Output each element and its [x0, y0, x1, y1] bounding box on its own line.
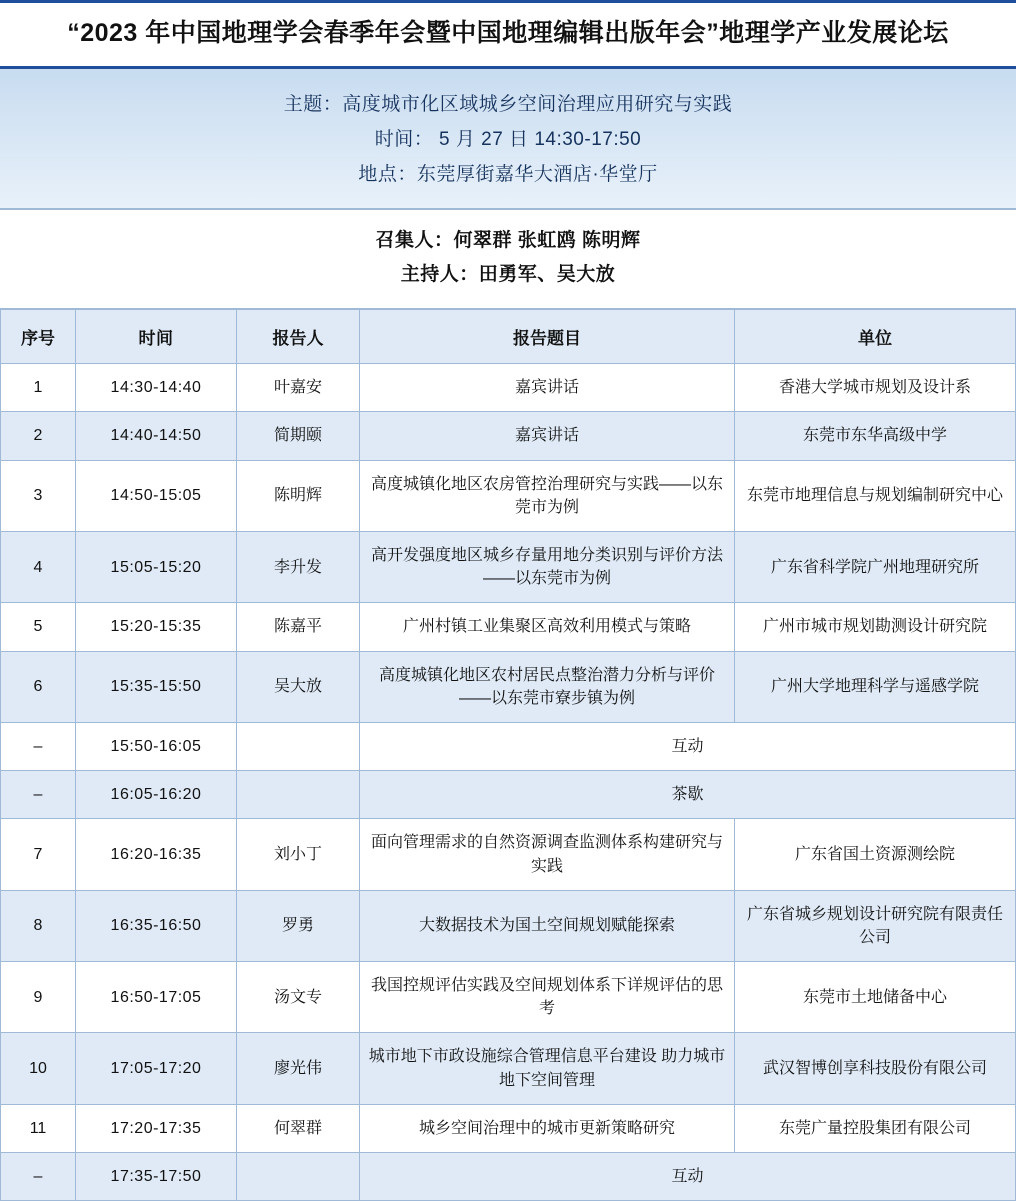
cell-time: 17:20-17:35	[76, 1104, 237, 1152]
cell-time: 15:50-16:05	[76, 722, 237, 770]
cell-time: 15:20-15:35	[76, 603, 237, 651]
cell-unit: 东莞市地理信息与规划编制研究中心	[735, 460, 1016, 531]
cell-title: 高度城镇化地区农房管控治理研究与实践——以东莞市为例	[360, 460, 735, 531]
cell-title: 互动	[360, 1153, 1016, 1201]
table-row	[1, 890, 1016, 961]
cell-no: 4	[1, 532, 76, 603]
cell-speaker: 吴大放	[237, 651, 360, 722]
cell-time: 16:35-16:50	[76, 890, 237, 961]
column-header-speaker: 报告人	[237, 310, 360, 364]
cell-unit: 广州大学地理科学与遥感学院	[735, 651, 1016, 722]
cell-speaker: 陈嘉平	[237, 603, 360, 651]
cell-time: 14:50-15:05	[76, 460, 237, 531]
column-header-time: 时间	[76, 310, 237, 364]
cell-speaker: 陈明辉	[237, 460, 360, 531]
event-info-block	[0, 69, 1016, 210]
cell-unit: 香港大学城市规划及设计系	[735, 364, 1016, 412]
cell-unit: 东莞市土地储备中心	[735, 962, 1016, 1033]
event-place: 地点：东莞厚街嘉华大酒店·华堂厅	[358, 163, 658, 185]
cell-time: 15:05-15:20	[76, 532, 237, 603]
cell-unit: 广州市城市规划勘测设计研究院	[735, 603, 1016, 651]
table-row	[1, 603, 1016, 651]
cell-no: 9	[1, 962, 76, 1033]
cell-title: 大数据技术为国土空间规划赋能探索	[360, 890, 735, 961]
table-row	[1, 651, 1016, 722]
cell-unit: 广东省科学院广州地理研究所	[735, 532, 1016, 603]
cell-title: 面向管理需求的自然资源调查监测体系构建研究与实践	[360, 819, 735, 890]
event-time: 时间： 5 月 27 日 14:30-17:50	[374, 128, 642, 150]
cell-no: 8	[1, 890, 76, 961]
cell-speaker: 何翠群	[237, 1104, 360, 1152]
cell-speaker: 刘小丁	[237, 819, 360, 890]
cell-speaker	[237, 771, 360, 819]
agenda-table-body	[1, 364, 1016, 1201]
cell-no: 11	[1, 1104, 76, 1152]
cell-no: 7	[1, 819, 76, 890]
cell-time: 14:30-14:40	[76, 364, 237, 412]
table-row	[1, 722, 1016, 770]
table-row	[1, 1033, 1016, 1104]
cell-speaker: 廖光伟	[237, 1033, 360, 1104]
page-title: “2023 年中国地理学会春季年会暨中国地理编辑出版年会”地理学产业发展论坛	[67, 19, 949, 47]
cell-time: 17:35-17:50	[76, 1153, 237, 1201]
cell-title: 我国控规评估实践及空间规划体系下详规评估的思考	[360, 962, 735, 1033]
table-row	[1, 771, 1016, 819]
cell-title: 高开发强度地区城乡存量用地分类识别与评价方法——以东莞市为例	[360, 532, 735, 603]
cell-speaker: 罗勇	[237, 890, 360, 961]
table-header-row	[1, 310, 1016, 364]
table-row	[1, 1153, 1016, 1201]
page-title-bar	[0, 0, 1016, 69]
cell-title: 嘉宾讲话	[360, 412, 735, 460]
cell-title: 广州村镇工业集聚区高效利用模式与策略	[360, 603, 735, 651]
cell-title: 城乡空间治理中的城市更新策略研究	[360, 1104, 735, 1152]
cell-no: 1	[1, 364, 76, 412]
table-row	[1, 532, 1016, 603]
cell-time: 16:05-16:20	[76, 771, 237, 819]
cell-title: 茶歇	[360, 771, 1016, 819]
cell-speaker: 汤文专	[237, 962, 360, 1033]
convener-block	[0, 210, 1016, 309]
cell-time: 14:40-14:50	[76, 412, 237, 460]
column-header-unit: 单位	[735, 310, 1016, 364]
cell-unit: 广东省城乡规划设计研究院有限责任公司	[735, 890, 1016, 961]
cell-speaker: 简期颐	[237, 412, 360, 460]
cell-title: 高度城镇化地区农村居民点整治潜力分析与评价——以东莞市寮步镇为例	[360, 651, 735, 722]
cell-no: 5	[1, 603, 76, 651]
cell-no: –	[1, 771, 76, 819]
host-line: 主持人：田勇军、吴大放	[400, 264, 616, 286]
cell-time: 16:50-17:05	[76, 962, 237, 1033]
column-header-no: 序号	[1, 310, 76, 364]
cell-speaker: 叶嘉安	[237, 364, 360, 412]
cell-no: 2	[1, 412, 76, 460]
cell-speaker	[237, 722, 360, 770]
table-row	[1, 412, 1016, 460]
cell-no: –	[1, 722, 76, 770]
convener-line: 召集人：何翠群 张虹鸥 陈明辉	[375, 229, 641, 251]
cell-no: 6	[1, 651, 76, 722]
cell-time: 16:20-16:35	[76, 819, 237, 890]
cell-time: 17:05-17:20	[76, 1033, 237, 1104]
table-row	[1, 819, 1016, 890]
cell-no: –	[1, 1153, 76, 1201]
table-row	[1, 1104, 1016, 1152]
cell-no: 10	[1, 1033, 76, 1104]
cell-unit: 广东省国土资源测绘院	[735, 819, 1016, 890]
table-row	[1, 364, 1016, 412]
cell-unit: 东莞市东华高级中学	[735, 412, 1016, 460]
cell-no: 3	[1, 460, 76, 531]
cell-title: 嘉宾讲话	[360, 364, 735, 412]
cell-title: 城市地下市政设施综合管理信息平台建设 助力城市地下空间管理	[360, 1033, 735, 1104]
event-theme: 主题：高度城市化区域城乡空间治理应用研究与实践	[283, 93, 733, 115]
cell-unit: 东莞广量控股集团有限公司	[735, 1104, 1016, 1152]
cell-speaker	[237, 1153, 360, 1201]
agenda-table	[0, 309, 1016, 1201]
table-row	[1, 460, 1016, 531]
table-row	[1, 962, 1016, 1033]
cell-time: 15:35-15:50	[76, 651, 237, 722]
column-header-title: 报告题目	[360, 310, 735, 364]
cell-speaker: 李升发	[237, 532, 360, 603]
cell-title: 互动	[360, 722, 1016, 770]
cell-unit: 武汉智博创享科技股份有限公司	[735, 1033, 1016, 1104]
